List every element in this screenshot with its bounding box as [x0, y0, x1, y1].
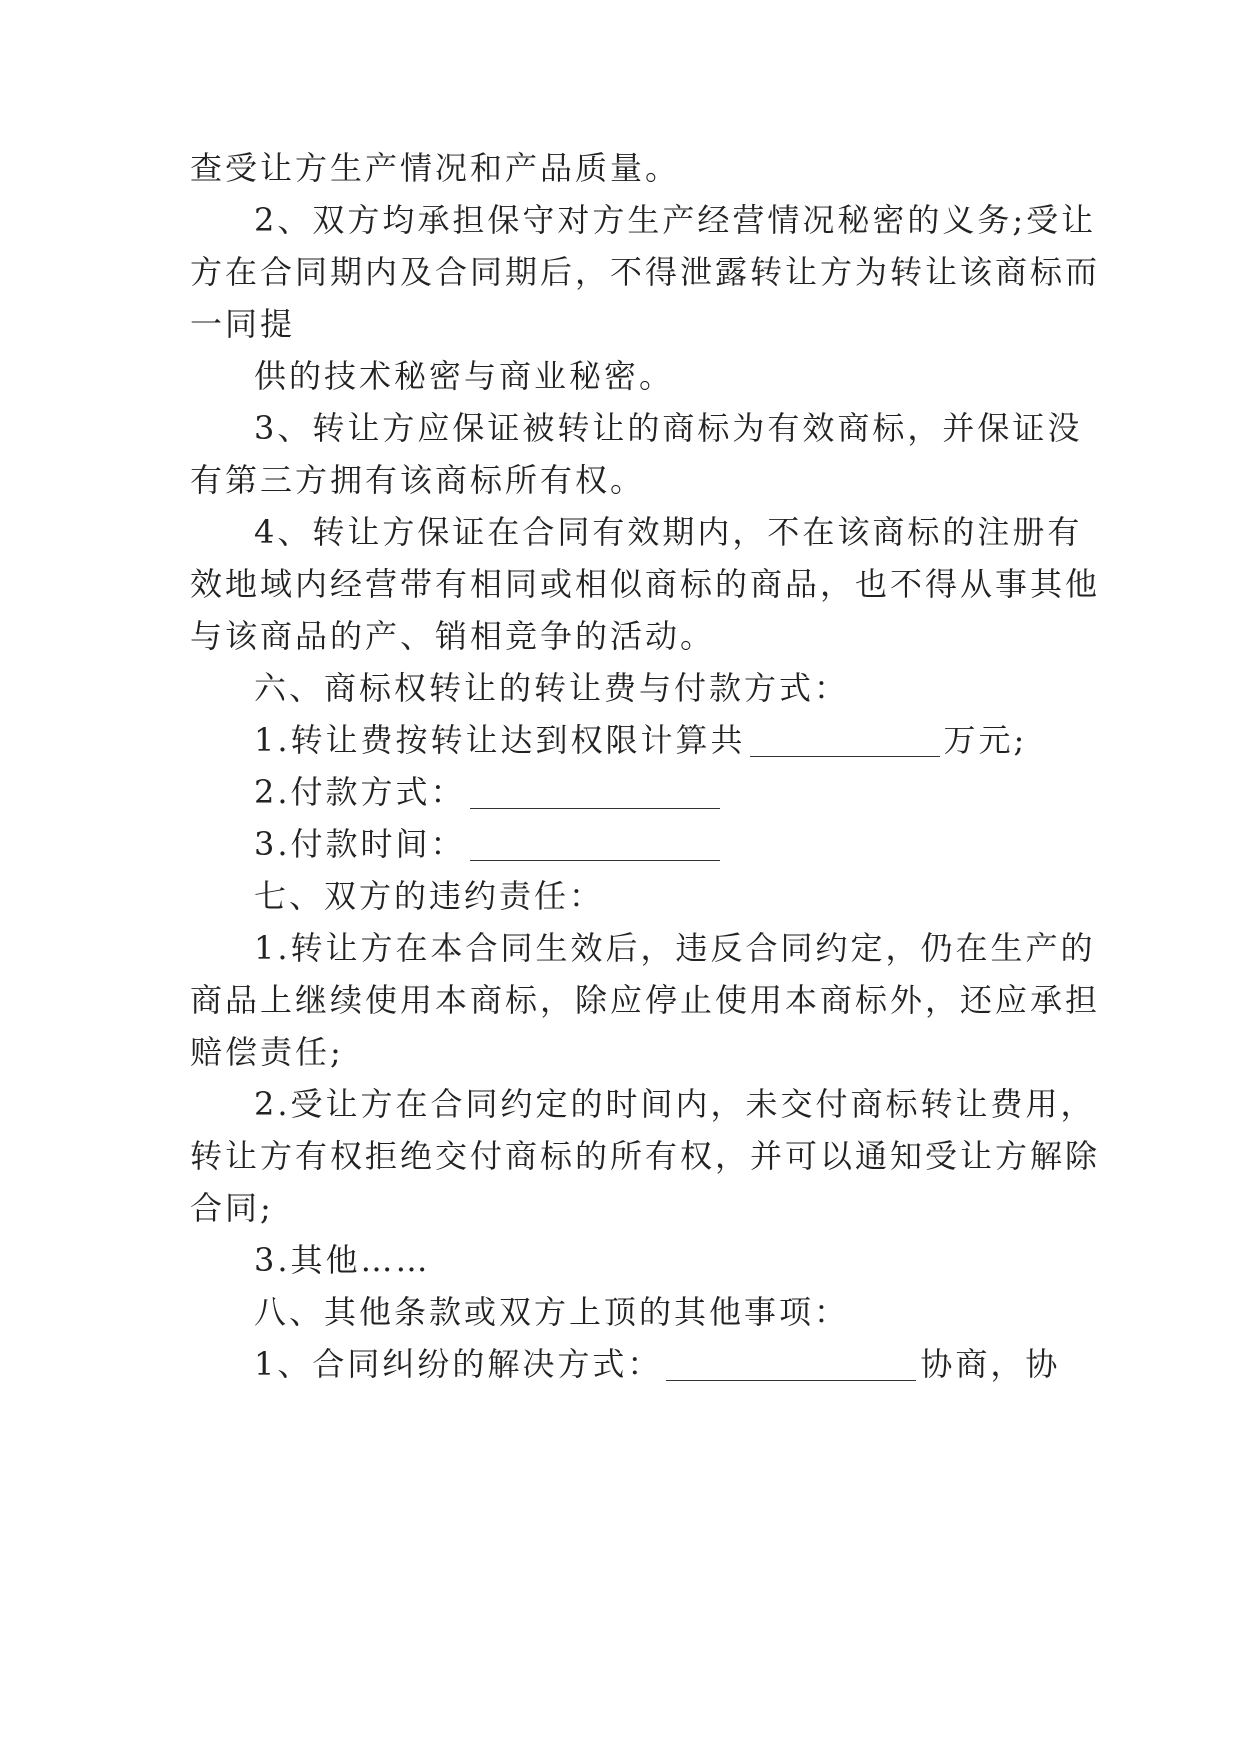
text-line: 方在合同期内及合同期后，不得泄露转让方为转让该商标而	[190, 253, 1101, 291]
text-line: 合同;	[190, 1189, 274, 1227]
payment-method-label: 2.付款方式：	[254, 773, 466, 811]
fee-line	[254, 720, 1027, 760]
section-heading: 七、双方的违约责任：	[254, 877, 605, 915]
payment-method-blank	[470, 778, 720, 809]
text-line: 商品上继续使用本商标，除应停止使用本商标外，还应承担	[190, 981, 1101, 1019]
payment-time-label: 3.付款时间：	[254, 825, 466, 863]
fee-label: 1.转让费按转让达到权限计算共	[254, 721, 746, 759]
section-heading: 八、其他条款或双方上顶的其他事项：	[254, 1293, 850, 1331]
fee-unit: 万元;	[943, 721, 1028, 759]
text-line: 效地域内经营带有相同或相似商标的商品，也不得从事其他	[190, 565, 1101, 603]
text-line: 2.受让方在合同约定的时间内，未交付商标转让费用，	[254, 1085, 1096, 1123]
text-line: 有第三方拥有该商标所有权。	[190, 461, 646, 499]
payment-method-line	[254, 772, 724, 812]
section-heading: 六、商标权转让的转让费与付款方式：	[254, 669, 850, 707]
text-line: 转让方有权拒绝交付商标的所有权，并可以通知受让方解除	[190, 1137, 1101, 1175]
dispute-line	[254, 1344, 1060, 1384]
text-line: 3、转让方应保证被转让的商标为有效商标，并保证没	[254, 409, 1083, 447]
text-line: 与该商品的产、销相竞争的活动。	[190, 617, 716, 655]
text-line: 供的技术秘密与商业秘密。	[254, 357, 675, 395]
text-line: 1.转让方在本合同生效后，违反合同约定，仍在生产的	[254, 929, 1096, 967]
payment-time-blank	[470, 830, 720, 861]
text-line: 一同提	[190, 305, 296, 343]
fee-blank	[750, 726, 940, 757]
payment-time-line	[254, 824, 724, 864]
text-line: 3.其他……	[254, 1241, 431, 1279]
dispute-blank	[666, 1350, 916, 1381]
text-line: 2、双方均承担保守对方生产经营情况秘密的义务;受让	[254, 201, 1097, 239]
dispute-suffix: 协商，协	[920, 1345, 1061, 1383]
dispute-label: 1、合同纠纷的解决方式：	[254, 1345, 663, 1383]
text-line: 查受让方生产情况和产品质量。	[190, 149, 681, 187]
text-line: 赔偿责任;	[190, 1033, 344, 1071]
text-line: 4、转让方保证在合同有效期内，不在该商标的注册有	[254, 513, 1083, 551]
